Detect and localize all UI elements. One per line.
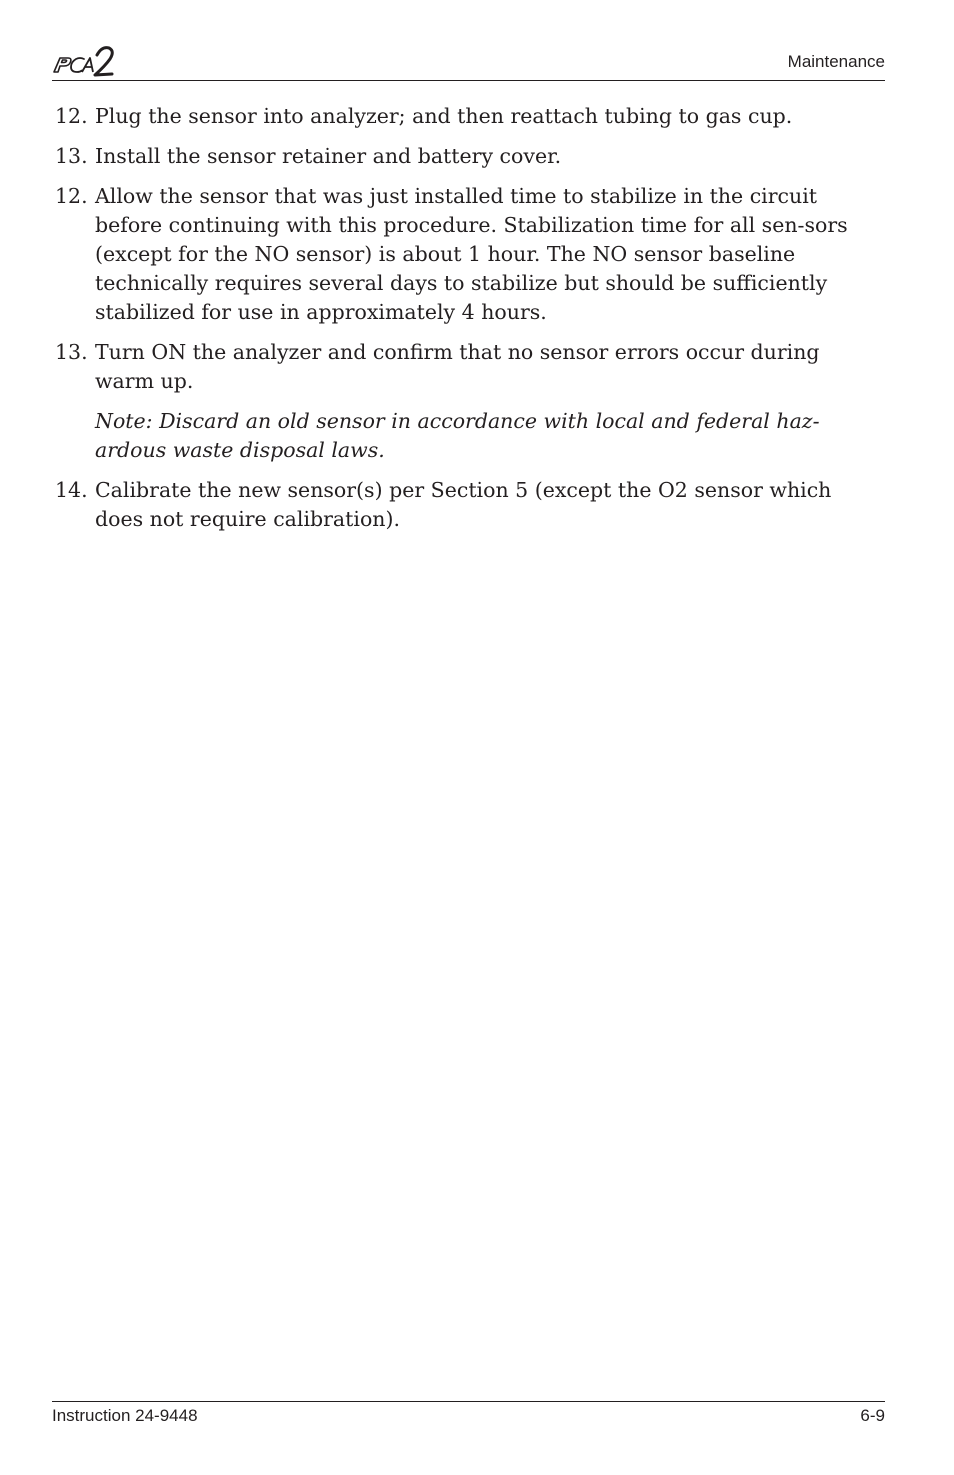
step-number: 12.: [55, 184, 88, 208]
step-text: Allow the sensor that was just installed time to stabilize in the circuit before continuing with this procedure. Stabilization time for all sen-sors (except for the NO sensor) is about 1 hour. The NO sensor baseline technically requires several days to stabilize but should be sufficiently stabilized for use in approximately 4 hours.: [95, 184, 848, 324]
page-number: 6-9: [860, 1406, 885, 1425]
section-title: Maintenance: [787, 52, 885, 71]
document-number: Instruction 24-9448: [52, 1406, 198, 1425]
pca2-logo: [52, 44, 116, 78]
page-header: [52, 44, 885, 81]
step-text: Calibrate the new sensor(s) per Section 5 (except the O2 sensor which does not require calibration).: [95, 478, 832, 531]
procedure-step: [55, 476, 885, 534]
step-text: Install the sensor retainer and battery cover.: [95, 144, 562, 168]
step-text: Plug the sensor into analyzer; and then reattach tubing to gas cup.: [95, 104, 793, 128]
procedure-step: [55, 142, 885, 171]
procedure-step: [55, 338, 885, 465]
step-number: 13.: [55, 144, 88, 168]
procedure-steps: [55, 102, 885, 545]
page-footer: [52, 1401, 885, 1426]
step-number: 13.: [55, 340, 88, 364]
procedure-step: [55, 182, 885, 327]
step-text: Turn ON the analyzer and confirm that no sensor errors occur during warm up.: [95, 340, 820, 393]
step-note: Note: Discard an old sensor in accordance with local and federal haz-ardous waste disposal laws.: [95, 409, 820, 462]
step-number: 12.: [55, 104, 88, 128]
step-number: 14.: [55, 478, 88, 502]
procedure-step: [55, 102, 885, 131]
